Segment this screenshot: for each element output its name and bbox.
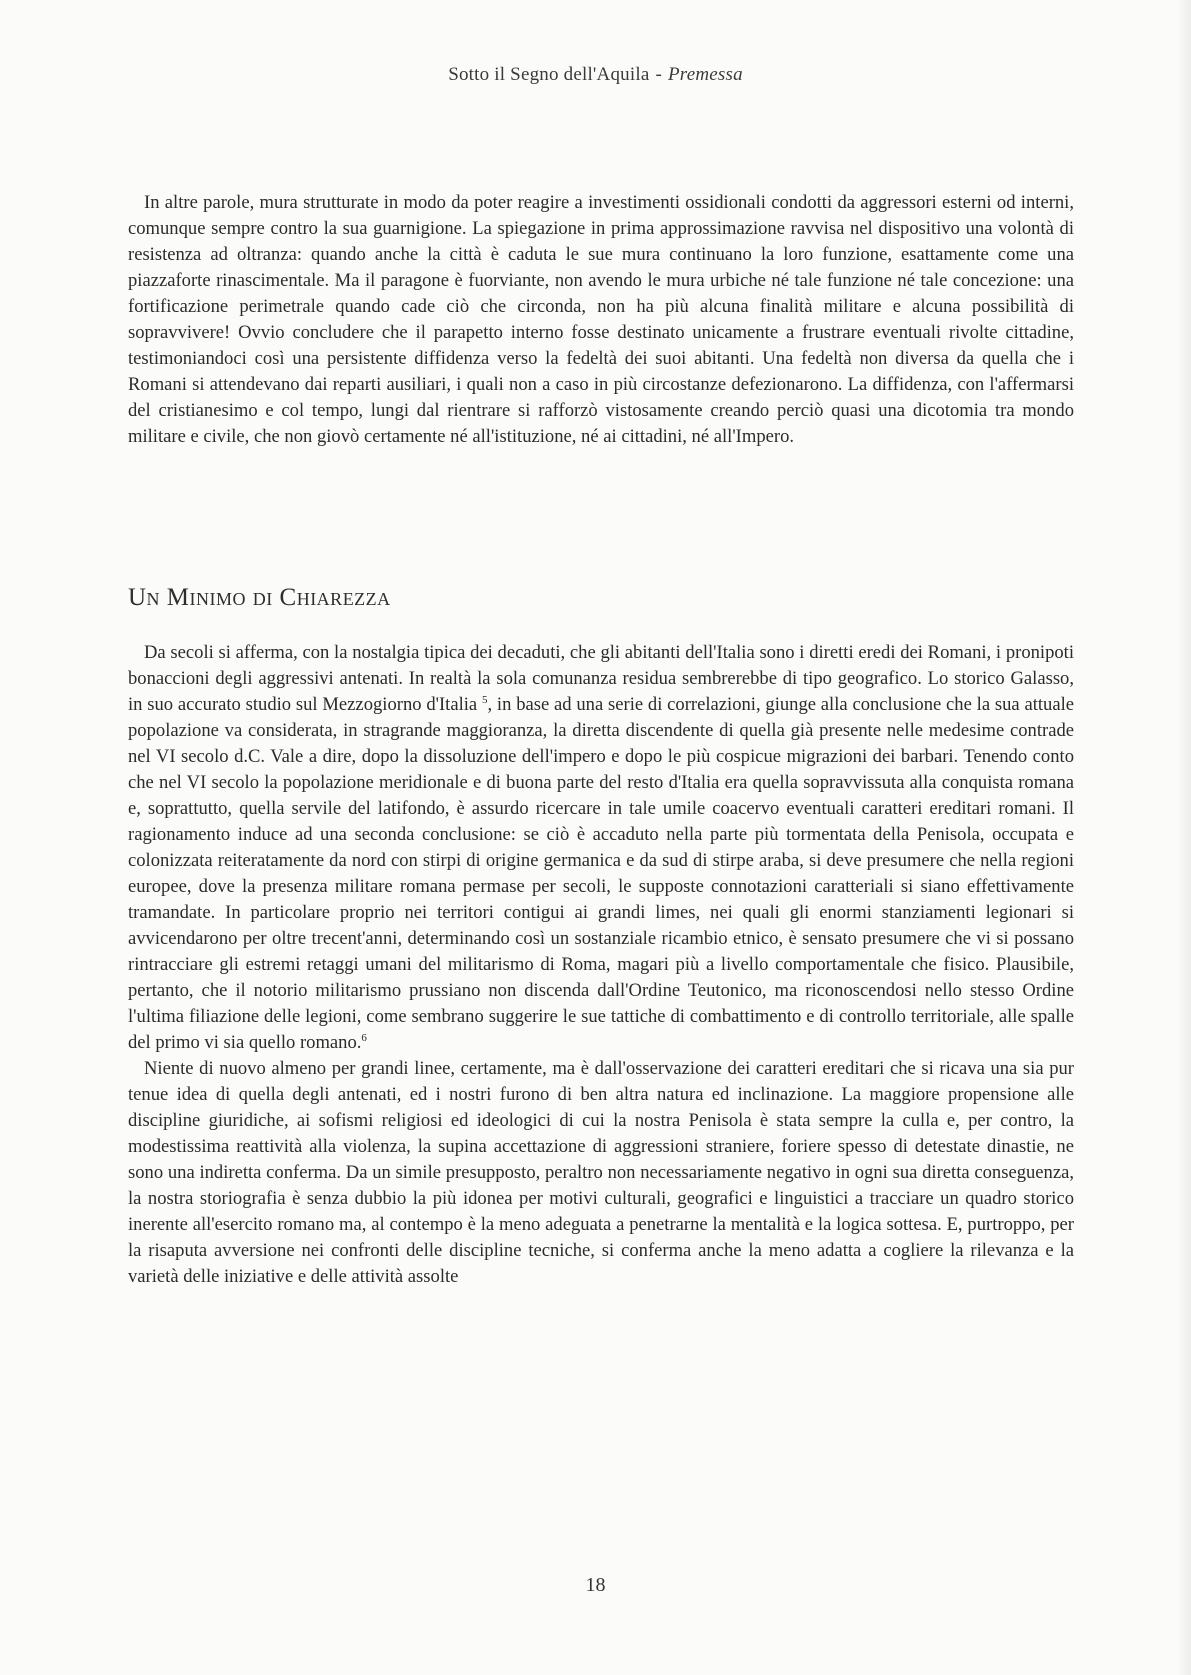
- paragraph-1-text-b: , in base ad una serie di correlazioni, giunge alla conclusione che la sua attuale popolazione va considerata, in stragrande maggioranza, la diretta discendente di quella già presente nelle medesime contrade nel VI secolo d.C. Vale a dire, dopo la dissoluzione dell'impero e dopo le più cospicue migrazioni dei barbari. Tenendo conto che nel VI secolo la popolazione meridionale e di buona parte del resto d'Italia era quella sopravvissuta alla conquista romana e, soprattutto, quella servile del latifondo, è assurdo ricercare in tale umile coacervo eventuali caratteri ereditari romani. Il ragionamento induce ad una seconda conclusione: se ciò è accaduto nella parte più tormentata della Penisola, occupata e colonizzata reiteratamente da nord con stirpi di origine germanica e da sud di stirpe araba, si deve presumere che nella regioni europee, dove la presenza militare romana permase per secoli, le supposte connotazioni caratteriali si siano effettivamente tramandate. In particolare proprio nei territori contigui ai grandi limes, nei quali gli enormi stanziamenti legionari si avvicendarono per oltre trecent'anni, determinando così un sostanziale ricambio etnico, è sensato presumere che vi si possano rintracciare gli estremi retaggi umani del militarismo di Roma, magari più a livello comportamentale che fisico. Plausibile, pertanto, che il notorio militarismo prussiano non discenda dall'Ordine Teutonico, ma riconoscendosi nello stesso Ordine l'ultima filiazione delle legioni, come sembrano suggerire le sue tattiche di combattimento e di controllo territoriale, alle spalle del primo vi sia quello romano.: [128, 694, 1074, 1053]
- intro-paragraph: In altre parole, mura strutturate in modo da poter reagire a investimenti ossidionali condotti da aggressori esterni od interni, comunque sempre contro la sua guarnigione. La spiegazione in prima approssimazione ravvisa nel dispositivo una volontà di resistenza ad oltranza: quando anche la città è caduta le sue mura continuano la loro funzione, esattamente come una piazzaforte rinascimentale. Ma il paragone è fuorviante, non avendo le mura urbiche né tale funzione né tale concezione: una fortificazione perimetrale quando cade ciò che circonda, non ha più alcuna finalità militare e alcuna possibilità di sopravvivere! Ovvio concludere che il parapetto interno fosse destinato unicamente a frustrare eventuali rivolte cittadine, testimoniandoci così una persistente diffidenza verso la fedeltà dei suoi abitanti. Una fedeltà non diversa da quella che i Romani si attendevano dai reparti ausiliari, i quali non a caso in più circostanze defezionarono. La diffidenza, con l'affermarsi del cristianesimo e col tempo, lungi dal rientrare si rafforzò vistosamente creando perciò quasi una dicotomia tra mondo militare e civile, che non giovò certamente né all'istituzione, né ai cittadini, né all'Impero.: [128, 192, 1074, 447]
- footnote-ref-6: 6: [361, 1031, 367, 1044]
- running-head: [0, 64, 1191, 86]
- header-separator: -: [655, 64, 662, 85]
- paragraph-1-text-a: Da secoli si afferma, con la nostalgia tipica dei decaduti, che gli abitanti dell'Italia sono i diretti eredi dei Romani, i pronipoti bonaccioni degli aggressivi antenati. In realtà la sola comunanza residua sembrerebbe di tipo geografico. Lo storico Galasso, in suo accurato studio sul Mezzogiorno d'Italia: [128, 642, 1074, 715]
- section-body: [128, 640, 1074, 1290]
- section-name: Premessa: [668, 64, 743, 85]
- intro-text: [128, 190, 1074, 450]
- section-paragraph-1: [128, 640, 1074, 1056]
- section-heading: Un Minimo di Chiarezza: [128, 584, 391, 611]
- book-title: Sotto il Segno dell'Aquila: [448, 64, 650, 85]
- page-number: 18: [585, 1574, 606, 1596]
- footnote-ref-5: 5: [481, 693, 488, 706]
- section-paragraph-2: Niente di nuovo almeno per grandi linee, certamente, ma è dall'osservazione dei caratteri ereditari che si ricava una sia pur tenue idea di quella degli antenati, ed i nostri furono di ben altra natura ed inclinazione. La maggiore propensione alle discipline giuridiche, ai sofismi religiosi ed ideologici di cui la nostra Penisola è stata sempre la culla e, per contro, la modestissima reattività alla violenza, la supina accettazione di aggressioni straniere, foriere spesso di detestate dinastie, ne sono una indiretta conferma. Da un simile presupposto, peraltro non necessariamente negativo in ogni sua diretta conseguenza, la nostra storiografia è senza dubbio la più idonea per motivi culturali, geografici e linguistici a tracciare un quadro storico inerente all'esercito romano ma, al contempo è la meno adeguata a penetrarne la mentalità e la logica sottesa. E, purtroppo, per la risaputa avversione nei confronti delle discipline tecniche, si conferma anche la meno adatta a cogliere la rilevanza e la varietà delle iniziative e delle attività assolte: [128, 1058, 1074, 1287]
